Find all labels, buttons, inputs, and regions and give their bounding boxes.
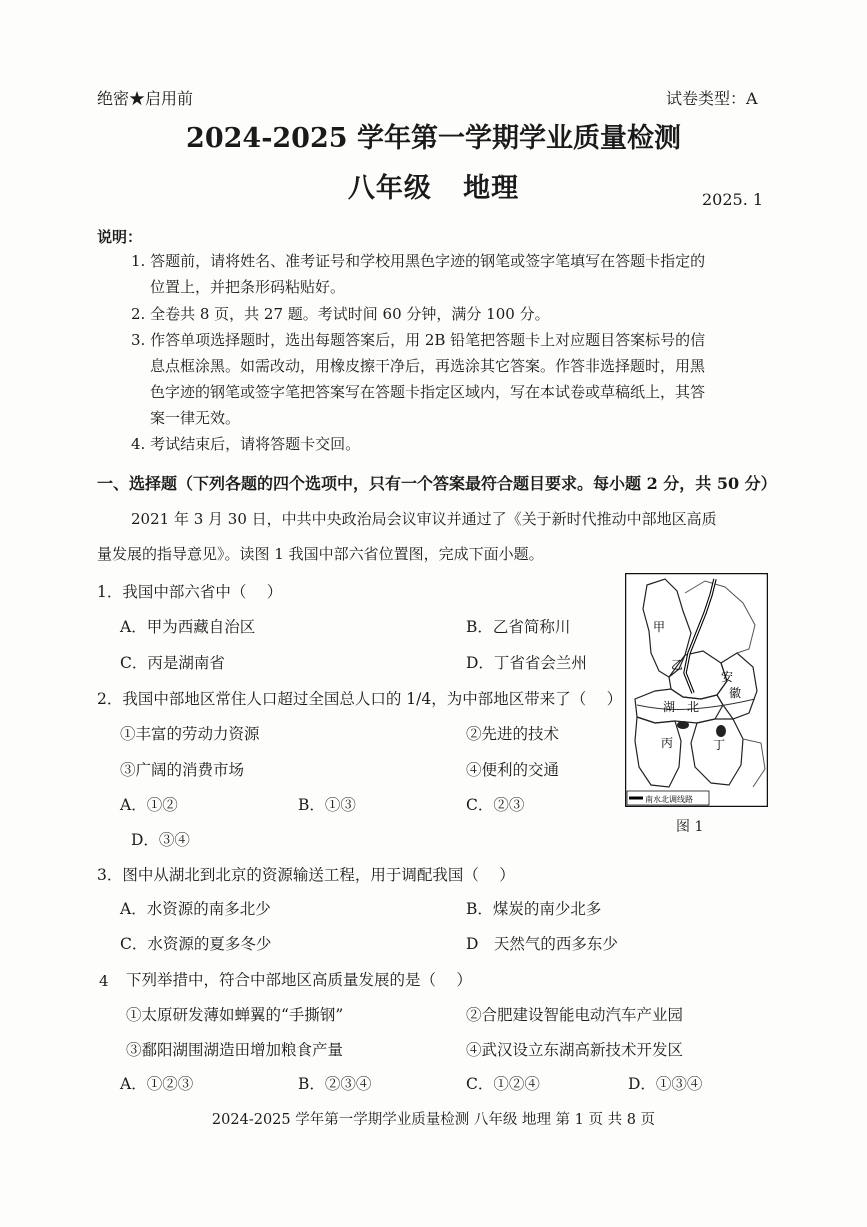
question-2-statement-3: ③广阔的消费市场 [120, 761, 245, 779]
question-4-statement-4: ④武汉设立东湖高新技术开发区 [466, 1041, 684, 1059]
question-2-option-d: D．③④ [131, 831, 190, 849]
question-3-option-b: B．煤炭的南少北多 [466, 900, 602, 918]
question-1-option-c: C．丙是湖南省 [120, 654, 225, 672]
map-legend-label: 南水北调线路 [645, 795, 693, 804]
instructions-title: 说明： [97, 228, 143, 246]
question-4-number: 4 [99, 972, 109, 990]
section-intro: 量发展的指导意见》。读图 1 我国中部六省位置图，完成下面小题。 [97, 545, 544, 563]
question-2-option-a: A．①② [120, 796, 178, 814]
question-3-stem: 3．图中从湖北到北京的资源输送工程，用于调配我国（ ） [97, 866, 515, 884]
question-3-option-d: D 天然气的西多东少 [466, 935, 618, 953]
map-label-ding: 丁 [713, 738, 726, 752]
question-4-statement-3: ③鄱阳湖围湖造田增加粮食产量 [126, 1041, 344, 1059]
map-label-yi: 乙 [671, 658, 684, 672]
secret-mark: 绝密★启用前 [97, 89, 194, 108]
question-4-option-a: A．①②③ [120, 1075, 194, 1093]
question-3-option-a: A．水资源的南多北少 [120, 900, 271, 918]
figure-caption: 图 1 [676, 819, 704, 835]
page-footer: 2024-2025 学年第一学期学业质量检测 八年级 地理 第 1 页 共 8 页 [211, 1112, 656, 1128]
instruction-line: 2. 全卷共 8 页，共 27 题。考试时间 60 分钟，满分 100 分。 [131, 305, 550, 323]
question-4-stem: 下列举措中，符合中部地区高质量发展的是（ ） [126, 971, 472, 989]
question-1-option-d: D．丁省省会兰州 [466, 654, 587, 672]
question-2-stem: 2．我国中部地区常住人口超过全国总人口的 1/4，为中部地区带来了（ ） [97, 690, 623, 708]
question-2-option-c: C．②③ [466, 796, 525, 814]
question-1-option-a: A．甲为西藏自治区 [120, 618, 256, 636]
exam-date: 2025. 1 [702, 190, 764, 209]
question-4-option-d: D．①③④ [628, 1075, 703, 1093]
question-2-option-b: B．①③ [298, 796, 356, 814]
map-label-anhui-1: 安 [721, 670, 734, 684]
instruction-line: 4. 考试结束后，请将答题卡交回。 [131, 435, 361, 453]
instruction-line: 色字迹的钢笔或签字笔把答案写在答题卡指定区域内，写在本试卷或草稿纸上，其答 [150, 383, 706, 401]
question-1-option-b: B．乙省简称川 [466, 618, 571, 636]
section-heading: 一、选择题（下列各题的四个选项中，只有一个答案最符合题目要求。每小题 2 分，共 50 分） [97, 474, 777, 493]
exam-title: 2024-2025 学年第一学期学业质量检测 [186, 123, 681, 154]
question-2-statement-4: ④便利的交通 [466, 761, 560, 779]
instruction-line: 息点框涂黑。如需改动，用橡皮擦干净后，再选涂其它答案。作答非选择题时，用黑 [150, 357, 706, 375]
map-label-bing: 丙 [661, 736, 674, 750]
instruction-line: 3. 作答单项选择题时，选出每题答案后，用 2B 铅笔把答题卡上对应题目答案标号的信 [131, 331, 706, 349]
question-4-statement-1: ①太原研发薄如蝉翼的“手撕钢” [126, 1006, 344, 1024]
map-graphic [625, 573, 768, 807]
question-4-option-c: C．①②④ [466, 1075, 540, 1093]
map-label-hubei-1: 湖 [663, 700, 676, 714]
paper-type: 试卷类型：A [666, 89, 758, 108]
question-3-option-c: C．水资源的夏多冬少 [120, 935, 272, 953]
instruction-line: 位置上，并把条形码粘贴好。 [150, 278, 346, 296]
question-1-stem: 1．我国中部六省中（ ） [97, 583, 283, 601]
question-4-option-b: B．②③④ [298, 1075, 372, 1093]
map-label-hubei-2: 北 [687, 700, 700, 714]
question-2-statement-1: ①丰富的劳动力资源 [120, 725, 260, 743]
instruction-line: 案一律无效。 [150, 409, 241, 427]
map-label-anhui-2: 徽 [729, 686, 742, 700]
exam-subtitle: 八年级 地理 [347, 173, 520, 204]
map-label-jia: 甲 [653, 620, 666, 634]
question-2-statement-2: ②先进的技术 [466, 725, 560, 743]
question-4-statement-2: ②合肥建设智能电动汽车产业园 [466, 1006, 684, 1024]
instruction-line: 1. 答题前，请将姓名、准考证号和学校用黑色字迹的钢笔或签字笔填写在答题卡指定的 [131, 252, 706, 270]
central-provinces-map [625, 573, 768, 807]
section-intro: 2021 年 3 月 30 日，中共中央政治局会议审议并通过了《关于新时代推动中部地区高质 [131, 510, 717, 528]
